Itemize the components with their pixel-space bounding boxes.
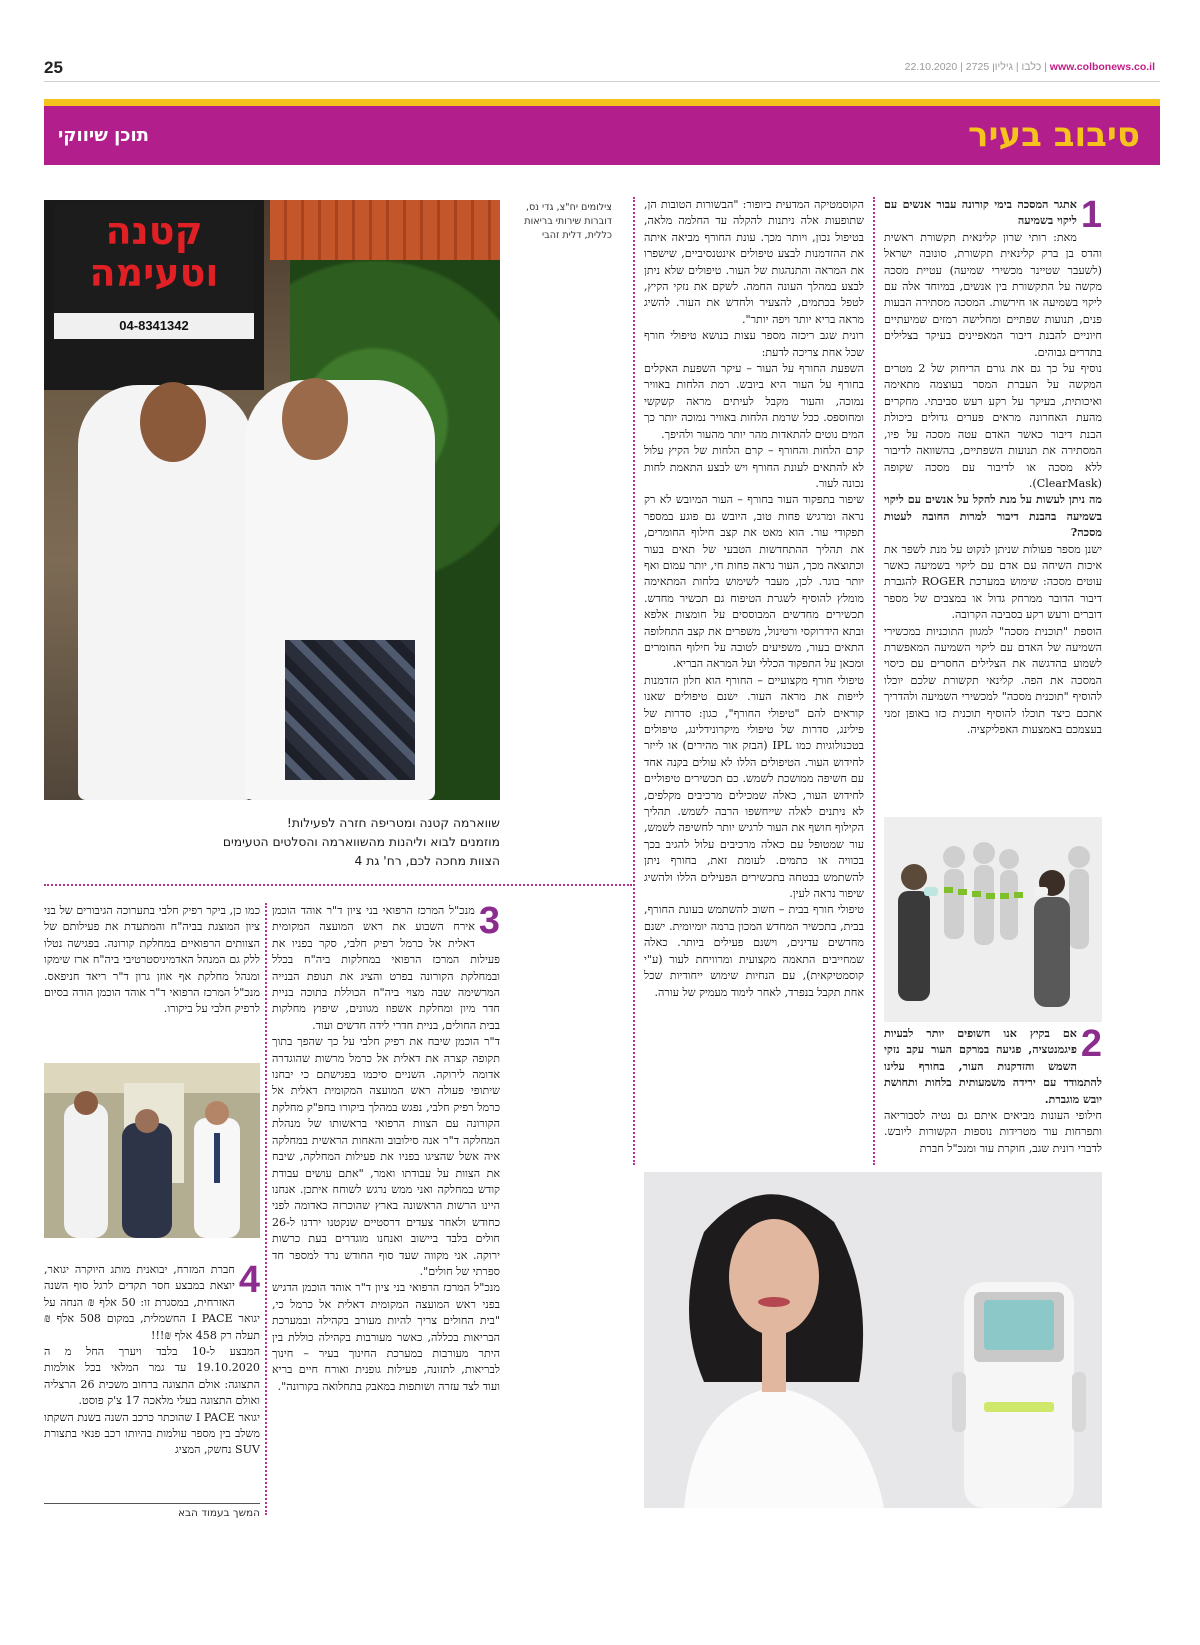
article-paragraph: קרם הלחות והחורף – קרם הלחות של הקיץ עלול לא להתאים לעונת החורף ויש לבצע התאמת לחות נכונה לעור.	[644, 444, 864, 490]
article-bnei-zion	[272, 903, 500, 1515]
folio-site-link[interactable]: www.colbonews.co.il	[1049, 61, 1155, 73]
mask-illustration	[884, 817, 1102, 1022]
skin-device-photo	[644, 1172, 1102, 1508]
article-paragraph: מאת: רותי שרון קלינאית תקשורת ראשית והדס בן ברק קלינאית תקשורת, סונובה ישראל (לשעבר שטיינר מכשירי שמיעה) עטיית מסכה מקשה על התקשורת בין אנשים, במיוחד אלה עם ליקוי בשמיעה או חירשות. המסכה מסתירה הבעות פנים, תנועות שפתיים ומחלישה רמזים שמיעתיים חיוניים להבנת דיבור המאפיינים בעיקר בצלילים בתדרים גבוהים.	[884, 230, 1102, 359]
patterned-shorts	[285, 640, 415, 780]
banner-accent-strip	[44, 99, 1160, 106]
shop-sign-phone: 04-8341342	[54, 313, 254, 339]
caption-line: שווארמה קטנה ומטריפה חזרה לפעילות!	[286, 816, 500, 830]
shawarma-caption	[44, 814, 500, 871]
article-paragraph: השפעת החורף על העור – עיקר השפעת האקלים בחורף על העור היא ביובש. רמת הלחות באוויר נמוכה, והעור מקבל לעיתים מראה קשקשי ומחוספס. ככל שרמת הלחות באוויר נמוכה יותר כך המים נוטים להתאדות מהר יותר מהעור ולהיפך.	[644, 362, 864, 441]
hospital-visit-svg	[44, 1063, 260, 1238]
article-number: 2	[1080, 1026, 1102, 1065]
page-number: 25	[44, 58, 63, 77]
continued-note: המשך בעמוד הבא	[44, 1503, 260, 1519]
shop-sign-line: קטנה	[105, 209, 203, 253]
article-winter-skin	[644, 197, 864, 1165]
article-jaguar	[44, 1262, 260, 1498]
article-paragraph: מנכ"ל המרכז הרפואי בני ציון ד"ר אוהד הוכמן הדגיש בפני ראש המועצה המקומית דאלית אל כרמל כי, "בית החולים צריך להיות מעורב בקהילה ובמערכת הבריאות בכללה, כאשר מעורבות בקהילה כוללת בין היתר מעורבות במערכת החינוך בעיר – חינוך לבריאות, לתזונה, פעילות גופנית ואורח חיים בריא ועוד לצד עזרה ושותפות במאבק בתחלואה בקורונה".	[272, 1281, 500, 1393]
article-paragraph: יגואר I PACE שהוכתר כרכב השנה בשנת השקתו משלב בין מספר עולמות בהיותו רכב פנאי בתצורת SUV נחשק, המציג	[44, 1410, 260, 1457]
article-paragraph: כמו כן, ביקר רפיק חלבי בתערוכה הגיבורים של בני ציון המוצגת בביה"ח והמתעדת את פעילותם של הצוותים הרפואיים במחלקת קורונה. בפגישה נטלו ללק גם המנהל האדמיניסטרטיבי ביה"ח ארז שימקו ומנהל מחלקת אף אוזן גרון ד"ר ריאד חניפאס. מנכ"ל המרכז הרפואי ד"ר אוהד הוכמן הודה בסיום לרפיק חלבי על ביקורו.	[44, 904, 260, 1016]
mask-illustration-svg	[884, 817, 1102, 1022]
article-paragraph: שיפור בתפקוד העור בחורף – העור המיובש לא רק נראה ומרגיש פחות טוב, היובש גם פוגע במספר תפקודי עור. הוא מאט את קצב חילוף החומרים, את תהליך ההתחדשות הטבעי של תאים בעור וכתוצאה מכך, העור נראה פחות חי, יותר עמום ואף יותר בוגר. לכן, מעבר לשימוש בלחות המתאימה מומלץ להוסיף לשגרת הטיפוח גם תכשיר מחדש. תכשירים מחדשים המבוססים על חומצות אלפא ובתא הידרוקסי ורטינול, משפרים את קצב התחלופה התאים בעור, משפיעים לטובה על חילוף החומרים ומכאן על התפקוד הכללי ועל המראה הבריא.	[644, 493, 864, 671]
article-paragraph: ד"ר הוכמן שיבח את רפיק חלבי על כך שהפך בתוך תקופה קצרה את דאלית אל כרמל מרשות שהוגדרה אדומה לירוקה. השניים סיכמו בפגישתם כי יבחנו שיתופי פעולה ראש המועצה המקומית דאלית אל כרמל רפיק חלבי, נפגש במהלך ביקורו בחפ"ק מחלקת הקורונה עם הצוות הרפואי בראשותו של מנהלת המחלקה ד"ר אנה סילובוב והאחות הראשית במחלקה איה אשל שהציגו בפניו את פעילות המחלקה, שיבח את הצוות על עבודתו ואמר, "אתם עושים עבודת קודש במחלקה ואני ממש נרגש לשוחח איתכן. אנחנו היינו הרשות הראשונה בארץ שהוכרזה כאדומה לפני כחודש ולאחר צעדים דרסטיים שנקטנו ירדנו ל-26 חולים בלבד ביישוב ואנחנו מוגדרים בעת כרשות ירוקה. אני מקווה שעד סוף החודש נרד למספר חד ספרתי של חולים".	[272, 1035, 500, 1278]
article-paragraph: הקוסמטיקה המדעית ביופור: "הבשורות הטובות הן, שתופעות אלה ניתנות להקלה עד החלמה מלאה, בטיפול נכון, ויותר מכך. עונת החורף מביאה איתה את ההזדמנות לבצע טיפולים אינטנסיביים, שישפרו את המראה והתנהגות של העור. טיפולים שלא ניתן לבצע במהלך העונה החמה. לשקם את נזקי הקיץ, לטפל בכתמים, להצעיר ולחדש את העור. להשיג מראה בריא יותר ויפה יותר".	[644, 198, 864, 326]
article-number: 4	[238, 1262, 260, 1301]
article-headline: אם בקיץ אנו חשופים יותר לבעיות פיגמנטציה, פגיעה במרקם העור עקב נזקי השמש והזדקנות העור, בחורף עלינו להתמודד עם ירידה משמעותית בלחות ותחושת יובש מוגברת.	[884, 1027, 1102, 1106]
folio-issue: | כלבו | גיליון 2725 | 22.10.2020	[904, 61, 1047, 73]
article-winter-skin-intro	[884, 1026, 1102, 1166]
shop-sign-line: וטעימה	[89, 251, 219, 295]
article-hearing	[884, 197, 1102, 809]
article-paragraph: הוספת "תוכנית מסכה" למגוון התוכניות במכשירי השמיעה של האדם עם ליקוי השמיעה המאפשרת לשמוע בהדגשה את הצלילים החסרים עם כיסוי המסכה את הפה. קלינאי תקשורת שלכם יוכלו להוסיף "תוכנית מסכה" למכשירי השמיעה ולהדריך אתכם כיצד תוכלו להוסיף תוכנית כזו באופן זמני בעצמכם באמצעות האפליקציה.	[884, 624, 1102, 736]
roof-tiles	[270, 200, 500, 260]
column-divider	[265, 903, 267, 1515]
photo-credit: צילומים יח"צ, גדי נס, דוברות שירותי בריאות כללית, דלית זהבי	[524, 202, 612, 241]
article-paragraph: נוסיף על כך גם את גורם הריחוק של 2 מטרים המקשה על העברת המסר בעוצמה מתאימה ואיכותית, בעיקר על רקע רעש סביבתי. מחקרים מהעת האחרונה מראים פערים גדולים ביכולת הבנת דיבור כאשר האדם עטה מסכה על פיו, המסתירה את תנועות השפתיים, בהשוואה לדיבור ללא מסכה או לדיבור עם מסכה שקופה (ClearMask).	[884, 362, 1102, 490]
header-rule	[44, 81, 1160, 82]
caption-line: מוזמנים לבוא וליהנות מהשווארמה והסלטים הטעימים	[222, 835, 500, 849]
skin-device-svg	[644, 1172, 1102, 1508]
article-paragraph: חילופי העונות מביאים איתם גם נטיה לסבוריאה ותפרחות עור מטרידות נוספות הקשורות ליובש. לדברי רונית שגב, חוקרת עור ומנכ"ל חברת	[884, 1109, 1102, 1155]
section-title: סיבוב בעיר	[968, 115, 1140, 155]
article-paragraph: טיפולי חורף בבית – חשוב להשתמש בעונת החורף, בבית, בתכשיר המחדש המכון ברמה יומיומית. ישנם מחדשים עדינים, וישנם פעילים ביותר. כאלה שמחייבים התאמה מקצועית ומרוויחת לעור (ע"י קוסמטיקאית), עם הנחיות שימוש ייחודיות שכל אחת תקבל בנפרד, לאחר לימוד מעמיק של עורה.	[644, 903, 864, 999]
column-divider	[873, 197, 875, 1165]
article-paragraph: רונית שגב ריכזה מספר עצות בנושא טיפולי חורף שכל אחת צריכה לדעת:	[644, 329, 864, 359]
shop-sign-text	[54, 210, 254, 294]
person-left-head	[140, 382, 206, 462]
folio	[905, 61, 1155, 73]
article-paragraph: טיפולי חורף מקצועיים – החורף הוא חלון הזדמנות לייפות את מראה העור. ישנם טיפולים שאנו קוראים להם "טיפולי החורף", כגון: סדרות של פילינג, סדרות של טיפולי מיקרונידלינג, טיפולים בטכנולוגיות כמו IPL (הבזק אור מהירים) או לייזר לחידוש העור. הטיפולים הללו לא עולים בקנה אחד עם חשיפה ממושכת לשמש. כם תכשירים טיפוליים לחידוש העור, כאלה שמכילים מרכיבים מקלפים, לא ניתנים לאלה שייחשפו הרבה לשמש. תהליך הקילוף חושף את העור לרגיש יותר לחשיפה לשמש, עור שמטופל עם כאלה מרכיבים עלול להגיב בכך בכוויה או כתמים. לעומת זאת, בחורף ניתן להשתמש בבטחה בתכשירים הפעילים הללו ולהשיג שיפור נראה לעין.	[644, 673, 864, 901]
article-paragraph: ישנן מספר פעולות שניתן לנקוט על מנת לשפר את איכות השיחה עם אדם עם ליקוי בשמיעה כאשר עוטים מסכה: שימוש במערכת ROGER להגברת דיבור הדובר ממרחק גדול או במצבים של מספר דוברים ורעש רקע בסביבה הקרובה.	[884, 542, 1102, 622]
article-number: 3	[478, 903, 500, 942]
hospital-visit-photo	[44, 1063, 260, 1238]
article-number: 1	[1080, 197, 1102, 236]
article-bnei-zion-cont	[44, 903, 260, 1053]
caption-line: הצוות מחכה לכם, רח' גת 4	[354, 854, 500, 868]
article-headline: אתגר המסכה בימי קורונה עבור אנשים עם ליקוי בשמיעה	[884, 198, 1077, 228]
article-paragraph: מנכ"ל המרכז הרפואי בני ציון ד"ר אוהד הוכמן אירח השבוע את ראש המועצה המקומית דאלית אל כרמל רפיק חלבי, סקר בפניו את פעילות המרכז הרפואי במחלקות ביה"ח בכלל ובמחלקת הקורונה בפרט והציג את תנופת הבנייה המרשימה שבה מצוי ביה"ח הכוללת בתוכה בניית חדר מיון ומחלקת אשפוז מגוונים, שיפוץ מחלקות בבית החולים, בניית חדרי לידה חדשים ועוד.	[272, 904, 500, 1032]
column-divider	[633, 197, 635, 1165]
section-divider	[44, 884, 632, 886]
article-paragraph: חברת המזרח, יבואנית מותג היוקרה יגואר, יוצאת במבצע חסר תקדים לרגל סוף השנה האזרחית, במסגרת זו: 50 אלף ₪ הנחה על יגואר I PACE החשמלית, במקום 508 אלף ₪ תעלה רק 458 אלף ₪!!!	[44, 1263, 260, 1342]
section-subtitle: תוכן שיווקי	[58, 125, 149, 146]
article-paragraph: מה ניתן לעשות על מנת להקל על אנשים עם ליקוי בשמיעה בהבנת דיבור למרות החובה לעטות מסכה?	[884, 493, 1102, 540]
article-paragraph: המבצע ל-10 בלבד ויערך החל מ ה 19.10.2020 עד גמר המלאי בכל אולמות התצוגה: אולם התצוגה ברחוב משכית 26 הרצליה ואולם התצוגה בעלי מלאכה 17 צ'ק פוסט.	[44, 1345, 260, 1408]
person-right-head	[282, 378, 348, 460]
